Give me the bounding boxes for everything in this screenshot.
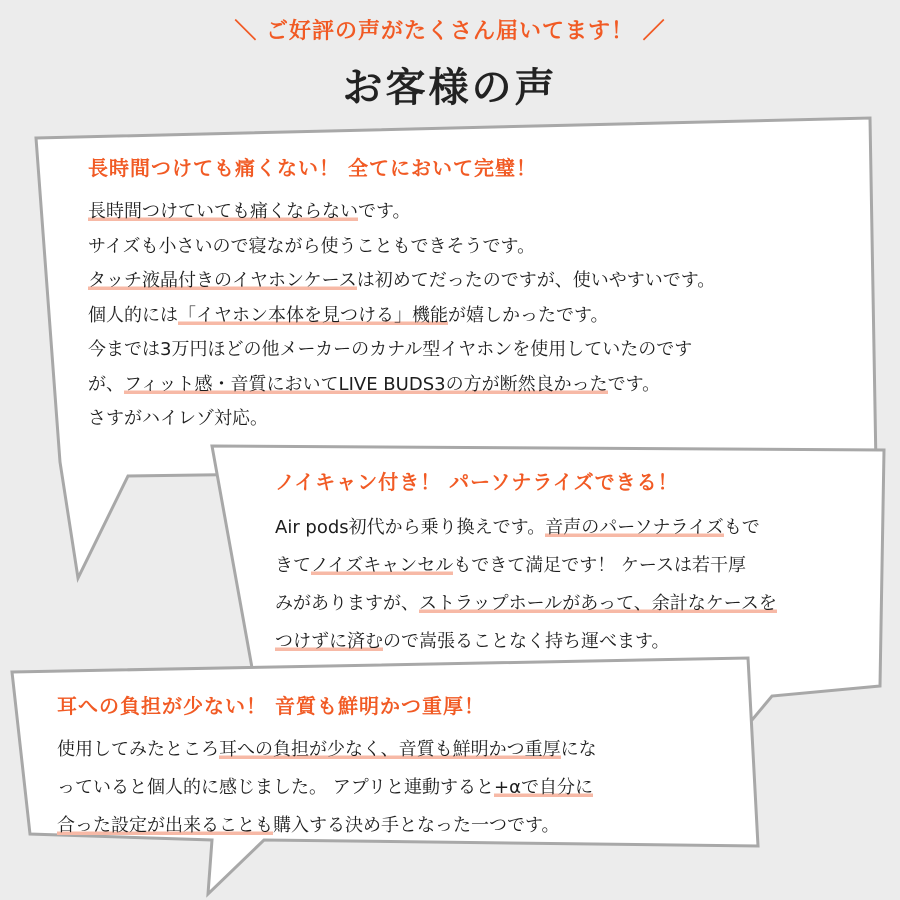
highlighted-text: 「イヤホン本体を見つける」機能 (178, 304, 448, 326)
review-card-1 (88, 152, 715, 437)
review-text: です。 (607, 373, 661, 395)
highlighted-text: タッチ液晶付きのイヤホンケース (88, 270, 357, 291)
review-text: っていると個人的に感じました。 アプリと連動すると (57, 777, 494, 798)
review-line (88, 264, 715, 299)
header-subtitle: ＼ ご好評の声がたくさん届いてます！ ／ (234, 19, 666, 44)
review-line (88, 333, 715, 368)
highlighted-text: ノイズキャンセル (311, 555, 454, 576)
review-line (88, 230, 715, 265)
review-line (275, 547, 777, 585)
review-text: さすがハイレゾ対応。 (88, 408, 268, 429)
review-body (88, 195, 715, 437)
highlighted-text: フィット感・音質においてLIVE BUDS3の方が断然良かった (124, 373, 608, 395)
review-title: 耳への負担が少ない！ 音質も鮮明かつ重厚！ (57, 694, 485, 718)
review-text: きて (275, 555, 311, 576)
review-title: 長時間つけても痛くない！ 全てにおいて完璧！ (88, 156, 537, 180)
review-text: もで (723, 517, 760, 538)
review-text: 使用してみたところ (57, 739, 219, 760)
highlighted-text: +αで自分に (494, 777, 593, 798)
highlighted-text: 耳への負担が少なく、音質も鮮明かつ重厚 (219, 739, 561, 760)
review-text: が、 (88, 373, 124, 395)
review-body (57, 731, 597, 845)
review-text: Air pods初代から乗り換えです。 (275, 517, 546, 538)
review-text: 個人的には (88, 304, 178, 326)
review-text: 購入する決め手となった一つです。 (273, 815, 560, 836)
review-body (275, 509, 777, 661)
review-line (57, 769, 597, 807)
review-text: です。 (358, 201, 411, 222)
review-text: 今までは3万円ほどの他メーカーのカナル型イヤホンを使用していたのです (88, 339, 693, 360)
review-text: にな (560, 739, 597, 760)
highlighted-text: つけずに済む (275, 631, 383, 652)
review-text: は初めてだったのですが、使いやすいです。 (356, 270, 716, 291)
highlighted-text: ストラップホールがあって、余計なケースを (419, 593, 777, 614)
review-line (88, 368, 715, 403)
review-line (88, 402, 715, 437)
review-text: もできて満足です！ ケースは若干厚 (453, 555, 747, 576)
highlighted-text: 長時間つけていても痛くならない (88, 201, 358, 222)
review-line (57, 731, 597, 769)
review-card-2 (275, 466, 777, 661)
page-title: お客様の声 (342, 65, 558, 111)
review-text: みがありますが、 (275, 593, 419, 614)
review-line (88, 195, 715, 230)
review-card-3 (57, 690, 597, 845)
review-line (88, 299, 715, 334)
highlighted-text: 合った設定が出来ることも (57, 815, 273, 836)
review-title: ノイキャン付き！ パーソナライズできる！ (275, 470, 679, 494)
review-line (275, 509, 777, 547)
review-text: ので嵩張ることなく持ち運べます。 (383, 631, 670, 652)
review-line (57, 807, 597, 845)
review-line (275, 623, 777, 661)
review-line (275, 585, 777, 623)
review-text: が嬉しかったです。 (448, 304, 609, 326)
review-text: サイズも小さいので寝ながら使うこともできそうです。 (88, 235, 536, 257)
highlighted-text: 音声のパーソナライズ (545, 517, 724, 538)
